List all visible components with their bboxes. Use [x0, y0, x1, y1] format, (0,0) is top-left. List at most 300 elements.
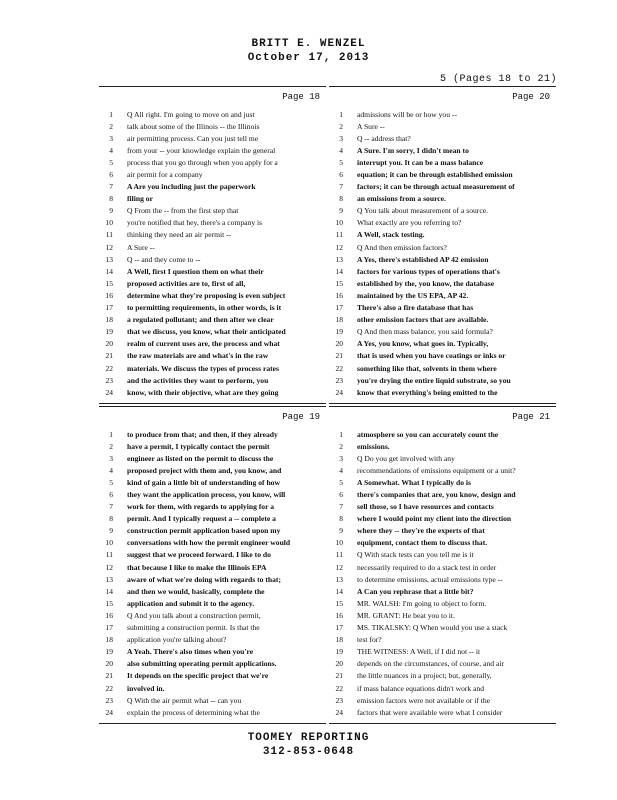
transcript-line	[329, 694, 556, 706]
line-text: proposed project with them and, you know, and	[127, 465, 282, 475]
line-text: air permit for a company	[127, 170, 203, 180]
line-text: Q And then emission factors?	[357, 242, 447, 252]
line-text: if mass balance equations didn't work and	[357, 683, 485, 693]
line-text: recommendations of emissions equipment or a unit?	[357, 465, 516, 475]
line-number: 14	[105, 266, 113, 276]
page-21-lines	[329, 428, 556, 718]
line-number: 10	[335, 538, 343, 548]
transcript-line	[99, 634, 326, 646]
transcript-line	[99, 144, 326, 156]
line-text: Q And you talk about a construction permit,	[127, 610, 261, 620]
line-text: filing or	[127, 194, 153, 204]
line-text: and then we would, basically, complete the	[127, 586, 265, 596]
line-number: 23	[335, 375, 343, 385]
line-number: 11	[105, 230, 113, 240]
transcript-line	[99, 513, 326, 525]
transcript-line	[99, 706, 326, 718]
line-text: Q -- and they come to --	[127, 254, 201, 264]
line-text: you're notified that hey, there's a company is	[127, 218, 263, 228]
line-number: 11	[105, 550, 113, 560]
line-text: maintained by the US EPA, AP 42.	[357, 290, 469, 300]
line-text: other emission factors that are available.	[357, 315, 489, 325]
transcript-line	[329, 622, 556, 634]
deponent-name: BRITT E. WENZEL	[251, 38, 366, 50]
line-number: 17	[105, 303, 113, 313]
line-number: 14	[335, 586, 343, 596]
transcript-line	[99, 193, 326, 205]
transcript-line	[329, 488, 556, 500]
transcript-line	[99, 464, 326, 476]
line-text: A Well, first I question them on what their	[127, 266, 264, 276]
line-text: aware of what we're doing with regards to that;	[127, 574, 281, 584]
transcript-line	[329, 374, 556, 386]
line-text: factors that were available were what I consider	[357, 707, 503, 717]
line-number: 10	[105, 218, 113, 228]
line-text: equation; it can be through established emission	[357, 170, 513, 180]
line-text: to determine emissions, actual emissions type --	[357, 574, 503, 584]
page-19-lines	[99, 428, 326, 718]
line-number: 7	[339, 502, 343, 512]
transcript-line	[329, 108, 556, 120]
line-number: 23	[105, 695, 113, 705]
line-number: 6	[109, 170, 113, 180]
transcript-line	[329, 634, 556, 646]
transcript-line	[329, 476, 556, 488]
line-number: 24	[335, 707, 343, 717]
page-19-panel	[99, 406, 326, 724]
line-text: A Well, stack testing.	[357, 230, 425, 240]
line-number: 10	[105, 538, 113, 548]
transcript-line	[99, 682, 326, 694]
line-text: THE WITNESS: A Well, if I did not -- it	[357, 647, 481, 657]
line-text: Q With stack tests can you tell me is it	[357, 550, 474, 560]
line-number: 13	[105, 574, 113, 584]
line-number: 4	[339, 145, 343, 155]
line-text: submitting a construction permit. Is that the	[127, 623, 260, 633]
transcript-line	[329, 464, 556, 476]
line-number: 1	[339, 429, 343, 439]
transcript-line	[329, 350, 556, 362]
transcript-line	[329, 132, 556, 144]
line-text: where I would point my client into the direction	[357, 514, 512, 524]
line-text: Q From the -- from the first step that	[127, 206, 239, 216]
transcript-line	[99, 241, 326, 253]
line-text: involved in.	[127, 683, 165, 693]
line-number: 15	[105, 598, 113, 608]
line-number: 24	[105, 387, 113, 397]
deposition-date: October 17, 2013	[247, 52, 370, 64]
line-text: they want the application process, you know, will	[127, 490, 286, 500]
line-text: Q All right. I'm going to move on and just	[127, 109, 255, 119]
transcript-line	[99, 156, 326, 168]
transcript-line	[329, 253, 556, 265]
transcript-line	[99, 253, 326, 265]
line-text: the raw materials are and what's in the raw	[127, 351, 269, 361]
line-text: know that everything's being emitted to the	[357, 387, 498, 397]
line-text: to produce from that; and then, if they already	[127, 429, 278, 439]
line-text: the little nuances in a project; but, generally,	[357, 671, 492, 681]
line-text: explain the process of determining what the	[127, 707, 260, 717]
transcript-line	[329, 277, 556, 289]
line-number: 5	[109, 477, 113, 487]
line-number: 3	[339, 133, 343, 143]
line-number: 9	[339, 526, 343, 536]
transcript-line	[329, 217, 556, 229]
line-text: MR. WALSH: I'm going to object to form.	[357, 598, 487, 608]
line-number: 8	[339, 194, 343, 204]
line-number: 8	[109, 514, 113, 524]
line-number: 20	[335, 659, 343, 669]
line-number: 9	[109, 206, 113, 216]
transcript-line	[329, 314, 556, 326]
transcript-line	[99, 386, 326, 398]
line-text: factors for various types of operations that's	[357, 266, 500, 276]
line-number: 12	[335, 562, 343, 572]
transcript-line	[99, 277, 326, 289]
transcript-line	[329, 597, 556, 609]
line-number: 22	[335, 363, 343, 373]
line-number: 20	[335, 339, 343, 349]
line-number: 4	[109, 145, 113, 155]
line-text: talk about some of the Illinois -- the Illinois	[127, 121, 260, 131]
line-number: 19	[335, 327, 343, 337]
transcript-line	[329, 168, 556, 180]
line-text: equipment, contact them to discuss that.	[357, 538, 488, 548]
line-text: MR. GRANT: He beat you to it.	[357, 610, 455, 620]
line-number: 2	[109, 121, 113, 131]
transcript-line	[99, 120, 326, 132]
line-number: 22	[335, 683, 343, 693]
transcript-line	[99, 168, 326, 180]
page-20-lines	[329, 108, 556, 398]
line-number: 20	[105, 339, 113, 349]
line-text: A Sure. I'm sorry, I didn't mean to	[357, 145, 469, 155]
line-text: factors; it can be through actual measurement of	[357, 182, 515, 192]
transcript-line	[99, 622, 326, 634]
line-number: 11	[335, 550, 343, 560]
line-number: 18	[335, 635, 343, 645]
transcript-line	[329, 302, 556, 314]
line-number: 6	[109, 490, 113, 500]
transcript-line	[329, 585, 556, 597]
line-number: 23	[105, 375, 113, 385]
line-number: 21	[335, 671, 343, 681]
transcript-line	[99, 108, 326, 120]
line-text: determine what they're proposing is even subject	[127, 290, 286, 300]
line-text: conversations with how the permit engineer would	[127, 538, 291, 548]
line-text: kind of gain a little bit of understanding of how	[127, 477, 280, 487]
transcript-line	[329, 537, 556, 549]
line-number: 2	[109, 441, 113, 451]
transcript-line	[99, 549, 326, 561]
transcript-line	[329, 646, 556, 658]
line-number: 12	[105, 242, 113, 252]
line-text: There's also a fire database that has	[357, 303, 474, 313]
line-number: 12	[105, 562, 113, 572]
line-text: established by the, you know, the database	[357, 278, 495, 288]
transcript-line	[99, 338, 326, 350]
line-text: A Yeah. There's also times when you're	[127, 647, 254, 657]
transcript-line	[99, 428, 326, 440]
line-number: 15	[335, 278, 343, 288]
line-number: 1	[339, 109, 343, 119]
transcript-line	[329, 386, 556, 398]
line-number: 3	[109, 453, 113, 463]
line-number: 2	[339, 121, 343, 131]
page-19-label: Page 19	[282, 412, 320, 422]
line-number: 1	[109, 109, 113, 119]
transcript-line	[329, 452, 556, 464]
line-text: know, with their objective, what are they going	[127, 387, 279, 397]
line-number: 8	[339, 514, 343, 524]
line-text: interrupt you. It can be a mass balance	[357, 157, 484, 167]
line-number: 16	[105, 290, 113, 300]
line-number: 20	[105, 659, 113, 669]
transcript-line	[99, 609, 326, 621]
transcript-line	[99, 265, 326, 277]
transcript-line	[99, 537, 326, 549]
line-number: 17	[335, 303, 343, 313]
transcript-line	[329, 525, 556, 537]
line-text: Q You talk about measurement of a source.	[357, 206, 488, 216]
line-text: thinking they need an air permit --	[127, 230, 232, 240]
transcript-line	[329, 706, 556, 718]
transcript-line	[329, 513, 556, 525]
page-18-label: Page 18	[282, 92, 320, 102]
line-text: permit. And I typically request a -- complete a	[127, 514, 276, 524]
line-number: 5	[109, 157, 113, 167]
line-text: something like that, solvents in them where	[357, 363, 497, 373]
line-text: It depends on the specific project that we're	[127, 671, 269, 681]
line-text: necessarily required to do a stack test in order	[357, 562, 497, 572]
line-number: 9	[339, 206, 343, 216]
line-number: 2	[339, 441, 343, 451]
transcript-line	[99, 440, 326, 452]
line-text: materials. We discuss the types of process rates	[127, 363, 280, 373]
reporting-company: TOOMEY REPORTING	[247, 732, 370, 744]
line-text: What exactly are you referring to?	[357, 218, 462, 228]
line-text: admissions will be or how you --	[357, 109, 457, 119]
line-text: A Are you including just the paperwork	[127, 182, 256, 192]
line-text: MS. TIKALSKY: Q When would you use a stack	[357, 623, 508, 633]
transcript-line	[99, 670, 326, 682]
line-number: 15	[335, 598, 343, 608]
line-text: air permitting process. Can you just tell me	[127, 133, 259, 143]
line-number: 16	[105, 610, 113, 620]
transcript-line	[329, 338, 556, 350]
line-text: A Can you rephrase that a little bit?	[357, 586, 474, 596]
line-number: 18	[335, 315, 343, 325]
transcript-line	[99, 658, 326, 670]
transcript-line	[329, 573, 556, 585]
transcript-line	[329, 670, 556, 682]
line-number: 13	[335, 574, 343, 584]
line-text: you're drying the entire liquid substrate, so you	[357, 375, 511, 385]
transcript-line	[329, 549, 556, 561]
transcript-line	[99, 229, 326, 241]
transcript-line	[99, 362, 326, 374]
transcript-line	[99, 302, 326, 314]
line-text: application you're talking about?	[127, 635, 227, 645]
line-number: 19	[335, 647, 343, 657]
transcript-line	[329, 609, 556, 621]
line-text: to permitting requirements, in other words, is it	[127, 303, 282, 313]
line-text: process that you go through when you apply for a	[127, 157, 278, 167]
line-number: 10	[335, 218, 343, 228]
line-text: engineer as listed on the permit to discuss the	[127, 453, 274, 463]
transcript-line	[329, 326, 556, 338]
line-text: Q Do you get involved with any	[357, 453, 455, 463]
line-number: 18	[105, 635, 113, 645]
reporting-phone: 312-853-0648	[262, 746, 355, 758]
transcript-line	[99, 217, 326, 229]
line-number: 7	[339, 182, 343, 192]
transcript-line	[329, 144, 556, 156]
line-number: 14	[105, 586, 113, 596]
line-number: 6	[339, 490, 343, 500]
line-number: 22	[105, 683, 113, 693]
transcript-line	[99, 374, 326, 386]
transcript-line	[99, 205, 326, 217]
line-text: Q And then mass balance, you said formula?	[357, 327, 493, 337]
transcript-line	[329, 265, 556, 277]
line-number: 4	[339, 465, 343, 475]
line-number: 16	[335, 290, 343, 300]
line-text: have a permit, I typically contact the permit	[127, 441, 270, 451]
page-21-panel	[329, 406, 556, 724]
transcript-line	[329, 362, 556, 374]
transcript-line	[99, 132, 326, 144]
line-number: 22	[105, 363, 113, 373]
transcript-line	[99, 561, 326, 573]
transcript-line	[329, 561, 556, 573]
transcript-line	[99, 646, 326, 658]
line-number: 12	[335, 242, 343, 252]
line-text: where they -- they're the experts of that	[357, 526, 485, 536]
line-text: work for them, with regards to applying for a	[127, 502, 275, 512]
line-number: 19	[105, 327, 113, 337]
transcript-line	[99, 476, 326, 488]
line-text: atmosphere so you can accurately count the	[357, 429, 499, 439]
line-text: that because I like to make the Illinois EPA	[127, 562, 267, 572]
line-text: that we discuss, you know, what their anticipated	[127, 327, 286, 337]
line-text: proposed activities are to, first of all,	[127, 278, 246, 288]
line-text: that is used when you have coatings or inks or	[357, 351, 506, 361]
transcript-line	[329, 428, 556, 440]
line-text: an emissions from a source.	[357, 194, 446, 204]
page-18-lines	[99, 108, 326, 398]
line-text: and the activities they want to perform, you	[127, 375, 269, 385]
line-number: 9	[109, 526, 113, 536]
line-number: 7	[109, 502, 113, 512]
line-number: 15	[105, 278, 113, 288]
transcript-line	[329, 156, 556, 168]
transcript-line	[99, 501, 326, 513]
transcript-line	[329, 193, 556, 205]
line-number: 21	[335, 351, 343, 361]
transcript-line	[329, 501, 556, 513]
line-number: 5	[339, 477, 343, 487]
transcript-line	[329, 682, 556, 694]
line-number: 24	[335, 387, 343, 397]
line-number: 1	[109, 429, 113, 439]
line-text: also submitting operating permit applications.	[127, 659, 277, 669]
line-number: 3	[339, 453, 343, 463]
transcript-line	[329, 241, 556, 253]
line-text: Q -- address that?	[357, 133, 411, 143]
line-number: 17	[335, 623, 343, 633]
line-text: A Yes, there's established AP 42 emission	[357, 254, 489, 264]
line-text: construction permit application based upon my	[127, 526, 281, 536]
page-range: 5 (Pages 18 to 21)	[439, 74, 557, 85]
transcript-line	[329, 440, 556, 452]
line-text: application and submit it to the agency.	[127, 598, 255, 608]
page-18-panel	[99, 86, 326, 404]
page-20-label: Page 20	[512, 92, 550, 102]
line-number: 23	[335, 695, 343, 705]
line-text: there's companies that are, you know, design and	[357, 490, 516, 500]
line-number: 7	[109, 182, 113, 192]
transcript-line	[99, 488, 326, 500]
line-number: 14	[335, 266, 343, 276]
line-text: suggest that we proceed forward. I like to do	[127, 550, 271, 560]
line-number: 13	[105, 254, 113, 264]
line-number: 21	[105, 351, 113, 361]
transcript-line	[99, 597, 326, 609]
transcript-line	[99, 181, 326, 193]
line-text: A Sure --	[357, 121, 385, 131]
line-text: realm of current uses are, the process and what	[127, 339, 280, 349]
line-number: 8	[109, 194, 113, 204]
transcript-line	[329, 229, 556, 241]
line-text: a regulated pollutant; and then after we clear	[127, 315, 274, 325]
line-number: 5	[339, 157, 343, 167]
line-number: 16	[335, 610, 343, 620]
line-text: from your -- your knowledge explain the general	[127, 145, 276, 155]
transcript-line	[329, 181, 556, 193]
line-text: depends on the circumstances, of course, and air	[357, 659, 504, 669]
transcript-line	[329, 658, 556, 670]
line-text: test for?	[357, 635, 382, 645]
line-text: sell those, so I have resources and contacts	[357, 502, 494, 512]
line-number: 18	[105, 315, 113, 325]
line-number: 6	[339, 170, 343, 180]
transcript-line	[99, 573, 326, 585]
line-number: 19	[105, 647, 113, 657]
transcript-line	[99, 314, 326, 326]
transcript-line	[99, 289, 326, 301]
line-text: emission factors were not available or if the	[357, 695, 491, 705]
transcript-line	[99, 350, 326, 362]
line-number: 21	[105, 671, 113, 681]
transcript-line	[329, 205, 556, 217]
transcript-line	[99, 326, 326, 338]
line-number: 3	[109, 133, 113, 143]
line-text: emissions.	[357, 441, 390, 451]
transcript-line	[99, 694, 326, 706]
line-text: A Sure --	[127, 242, 155, 252]
page-21-label: Page 21	[512, 412, 550, 422]
line-number: 11	[335, 230, 343, 240]
line-number: 4	[109, 465, 113, 475]
line-number: 24	[105, 707, 113, 717]
transcript-line	[99, 585, 326, 597]
line-text: Q With the air permit what -- can you	[127, 695, 242, 705]
line-number: 17	[105, 623, 113, 633]
line-text: A Yes, you know, what goes in. Typically,	[357, 339, 489, 349]
line-number: 13	[335, 254, 343, 264]
transcript-line	[99, 452, 326, 464]
